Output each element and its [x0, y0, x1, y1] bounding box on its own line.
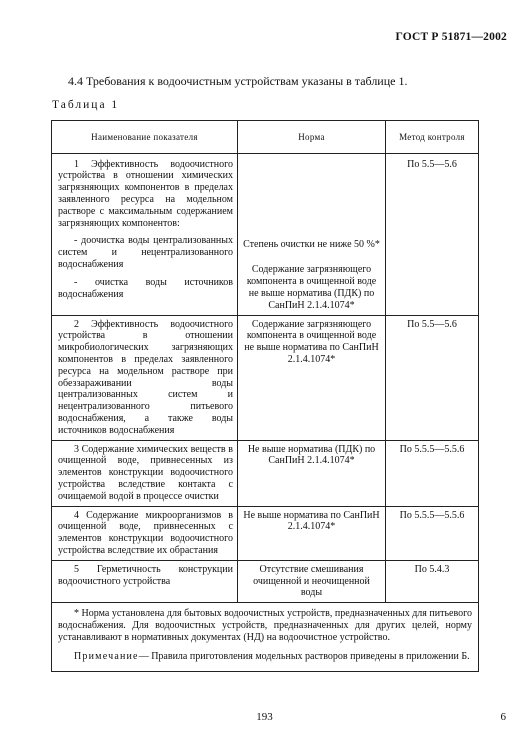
- indicator-cell: 5 Герметичность конструкции водоочистного устройства: [52, 560, 238, 602]
- page-number: 193: [256, 711, 273, 723]
- table-row: [52, 506, 479, 560]
- column-header-indicator: Наименование показателя: [52, 121, 238, 154]
- table-row: [52, 153, 479, 315]
- method-cell: По 5.4.3: [386, 560, 479, 602]
- requirements-table: [51, 120, 479, 672]
- table-row: [52, 315, 479, 440]
- standard-header: ГОСТ Р 51871—2002: [395, 31, 507, 43]
- table-row: [52, 440, 479, 506]
- intro-paragraph: 4.4 Требования к водоочистным устройствам указаны в таблице 1.: [68, 74, 408, 88]
- method-cell: По 5.5.5—5.5.6: [386, 506, 479, 560]
- side-page-number: 6: [500, 711, 506, 723]
- table-caption: Таблица 1: [52, 99, 120, 111]
- norm-cell: Не выше норматива (ПДК) по СанПиН 2.1.4.1074*: [238, 440, 386, 506]
- note-text: — Правила приготовления модельных растворов приведены в приложении Б.: [138, 651, 470, 663]
- indicator-subitem: - очистка воды источников водоснабжения: [58, 276, 233, 300]
- norm-text: Содержание загрязняющего компонента в очищенной воде не выше норматива (ПДК) по СанПиН 2.1.4.1074*: [246, 264, 377, 311]
- indicator-text: 1 Эффективность водоочистного устройства в отношении химических загрязняющих компонентов в пределах заявленного ресурса на модельном растворе с максимальным содержанием загрязняющих компонентов:: [58, 158, 233, 229]
- norm-cell: Не выше норматива по СанПиН 2.1.4.1074*: [238, 506, 386, 560]
- method-cell: По 5.5—5.6: [386, 153, 479, 315]
- norm-cell: Отсутствие смешивания очищенной и неочищенной воды: [238, 560, 386, 602]
- indicator-cell: 3 Содержание химических веществ в очищенной воде, привнесенных из элементов конструкции водоочистного устройства вследствие контакта с очищаемой водой в процессе очистки: [52, 440, 238, 506]
- indicator-cell: [52, 153, 238, 315]
- method-cell: По 5.5—5.6: [386, 315, 479, 440]
- column-header-method: Метод контроля: [386, 121, 479, 154]
- method-cell: По 5.5.5—5.5.6: [386, 440, 479, 506]
- indicator-subitem: - доочистка воды централизованных систем и нецентрализованного водоснабжения: [58, 235, 233, 270]
- footnote-cell: [52, 603, 479, 672]
- norm-text: Степень очистки не ниже 50 %*: [243, 238, 380, 250]
- norm-cell: Содержание загрязняющего компонента в очищенной воде не выше норматива по СанПиН 2.1.4.1074*: [238, 315, 386, 440]
- norm-cell: [238, 153, 386, 315]
- indicator-cell: 4 Содержание микроорганизмов в очищенной воде, привнесенных с элементов конструкции водоочистного устройства вследствие их обрастания: [52, 506, 238, 560]
- note-label: Примечание: [74, 651, 139, 663]
- footnote-text: * Норма установлена для бытовых водоочистных устройств, предназначенных для питьевого водоснабжения. Для водоочистных устройств, предназначенных для других целей, норму устанавливают в нормативных документах (НД) на водоочистное устройство.: [58, 608, 472, 644]
- table-footnote-row: [52, 603, 479, 672]
- table-header-row: [52, 121, 479, 154]
- indicator-cell: 2 Эффективность водоочистного устройства в отношении микробиологических загрязняющих компонентов в пределах заявленного ресурса на модельном растворе при обеззараживании воды централизованных систем и нецентрализованного питьевого водоснабжения, а также воды источников водоснабжения: [52, 315, 238, 440]
- table-note: [58, 651, 472, 663]
- column-header-norm: Норма: [238, 121, 386, 154]
- table-row: [52, 560, 479, 602]
